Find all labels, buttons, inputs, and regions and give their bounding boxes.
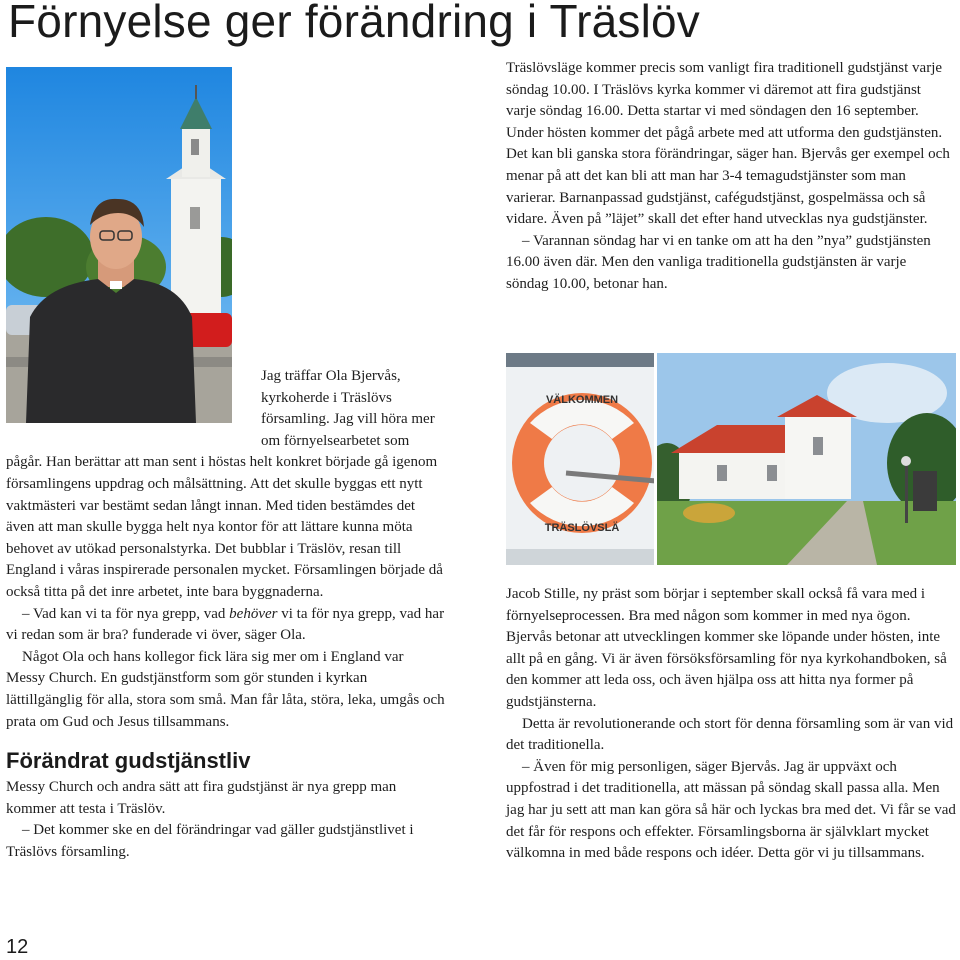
paragraph: – Det kommer ske en del förändringar vad gäller gudstjänstlivet i Träslövs församling. — [6, 822, 414, 860]
paragraph: Något Ola och hans kollegor fick lära sig mer om i England var Messy Church. En gudstjänstform som gör stunden i kyrkan lättillgänglig för alla, stora som små. Man får låta, störa, leka, umgås och prata om Gud och Jesus tillsammans. — [6, 648, 445, 730]
paragraph: – Varannan söndag har vi en tanke om att ha den ”nya” gudstjänsten 16.00 även där. Men den vanliga traditionella gudstjänsten är varje söndag 10.00, betonar han. — [506, 232, 931, 292]
section-heading: Förändrat gudstjänstliv — [6, 748, 251, 774]
paragraph: Träslövsläge kommer precis som vanligt fira traditionell gudstjänst varje söndag 10.00. I Träslövs kyrka kommer vi däremot att fira gudstjänst varje söndag 16.00. Detta startar vi med söndagen den 16 september. Under hösten kommer det pågå arbete med att utforma den gudstjänsten. Det kan bli ganska stora förändringar, säger han. Bjervås ger exempel och menar på att det kan bli att man har 3-4 temagudstjänster som man varierar. Barnanpassad gudstjänst, cafégudstjänst, gospelmässa och så vidare. Även på ”läjet” skall det efter hand utvecklas nya gudstjänster. — [506, 60, 950, 228]
paragraph: Detta är revolutionerande och stort för denna församling som är van vid det traditionella. — [506, 715, 954, 754]
quote-paragraph — [6, 604, 446, 647]
quote-text: vi ta för nya grepp, vad har vi redan som är bra? funderade vi över, säger Ola. — [6, 605, 445, 644]
quote-text: – Vad kan vi ta för nya grepp, vad — [22, 605, 230, 622]
paragraph: Jag träffar Ola Bjervås, kyrkoherde i Träslövs församling. Jag vill höra mer om förnyelsearbetet som pågår. Han berättar att man sent i höstas helt konkret började gå igenom församlingens uppdrag och målsättning. Att det skulle byggas ett nytt vaktmästeri var bestämt sedan långt innan. Med tiden bestämdes det även att man skulle bygga helt nya kontor för att lättare kunna möta behovet av utökad personalstyrka. Det bubblar i Träslöv, resan till England i våras inspirerade personalen mycket. Församlingen började då också titta på det inre arbetet, inte bara byggnaderna. — [6, 368, 443, 600]
paragraph: Messy Church och andra sätt att fira gudstjänst är nya grepp man kommer att testa i Träslöv. — [6, 779, 397, 817]
photo-wrap-spacer — [6, 366, 261, 452]
article-title: Förnyelse ger förändring i Träslöv — [8, 0, 700, 47]
page-number: 12 — [6, 936, 29, 958]
lifebuoy-text-bottom: TRÄSLÖVSLÄ — [544, 522, 620, 534]
lifebuoy-photo — [506, 353, 654, 565]
church-photo — [657, 353, 956, 565]
right-top-column — [506, 58, 952, 296]
left-column — [6, 366, 446, 863]
quote-emphasis: behöver — [229, 605, 278, 622]
right-bottom-column — [506, 584, 956, 865]
paragraph: Jacob Stille, ny präst som börjar i september skall också få vara med i förnyelseprocessen. Bra med någon som kommer in med nya ögon. Bjervås betonar att utvecklingen kommer ske löpande under hösten, inte allt på en gång. Vi är även försöksförsamling för nya kyrkohandboken, så den kommer att leda oss, och även hjälpa oss att hitta nya former på gudstjänsterna. — [506, 586, 947, 710]
lifebuoy-text-top: VÄLKOMMEN — [545, 394, 619, 406]
paragraph: – Även för mig personligen, säger Bjervås. Jag är uppväxt och uppfostrad i det traditionella, att mässan på söndag skall passa alla. Men jag har ju sett att man kan göra så här och lyckas bra med det. Vi får se vad det får för respons och effekter. Församlingsborna är självklart mycket välkomna in med både respons och idéer. Detta gör vi ju tillsammans. — [506, 758, 956, 862]
